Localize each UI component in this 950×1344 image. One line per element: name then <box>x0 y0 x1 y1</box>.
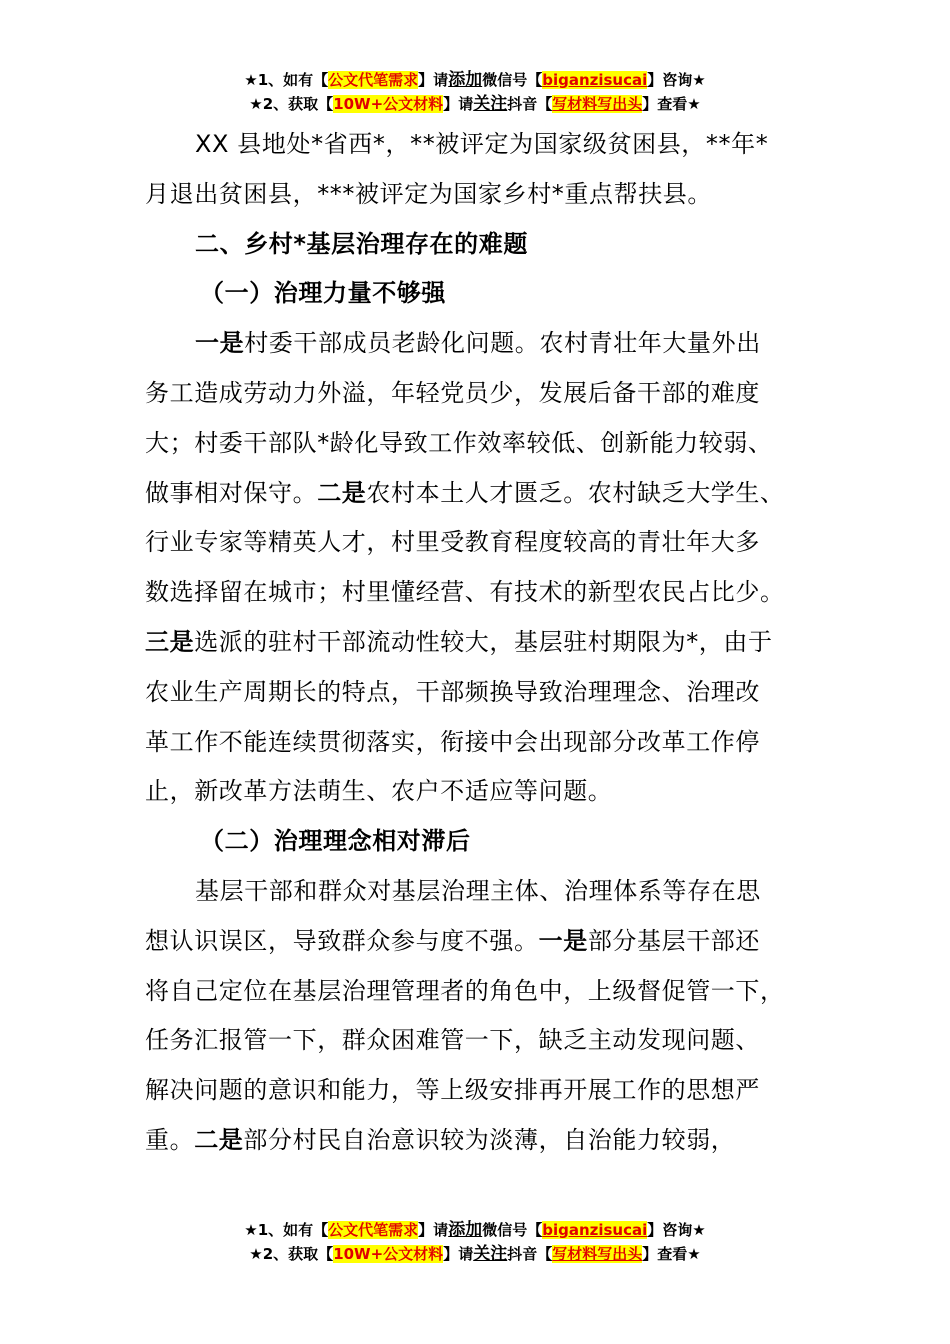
text-line <box>145 668 825 718</box>
text-segment: 务工造成劳动力外溢，年轻党员少，发展后备干部的难度 <box>145 378 760 407</box>
bold-lead-text: 一是 <box>195 329 245 358</box>
bold-lead-text: 二是 <box>194 1125 244 1154</box>
text-line <box>145 120 825 170</box>
notice-text: ★2、获取【 <box>249 1245 334 1263</box>
text-segment: 基层干部和群众对基层治理主体、治理体系等存在思 <box>195 876 761 905</box>
text-segment: 村委干部成员老龄化问题。农村青壮年大量外出 <box>244 329 761 358</box>
text-segment: 部分村民自治意识较为淡薄，自治能力较弱， <box>243 1125 736 1154</box>
text-line <box>145 1066 825 1116</box>
notice-text: 关注 <box>473 1244 508 1264</box>
bold-lead-text: 三是 <box>145 627 195 656</box>
highlighted-text: 10W+公文材料 <box>333 1245 444 1263</box>
notice-text: 】查看★ <box>642 1245 701 1263</box>
bold-lead-text: 二是 <box>317 478 367 507</box>
highlighted-text: biganzisucai <box>542 71 648 89</box>
text-line <box>145 319 825 369</box>
text-segment: 大；村委干部队*龄化导致工作效率较低、创新能力较弱、 <box>145 428 773 457</box>
text-line <box>145 618 825 668</box>
notice-text: 】咨询★ <box>647 1221 706 1239</box>
text-segment: 止，新改革方法萌生、农户不适应等问题。 <box>145 777 613 806</box>
text-segment: 月退出贫困县，***被评定为国家乡村*重点帮扶县。 <box>145 179 712 208</box>
text-segment: 重。 <box>145 1125 195 1154</box>
highlighted-text: 公文代笔需求 <box>328 1221 419 1239</box>
notice-text: 微信号【 <box>482 1221 543 1239</box>
notice-text: 关注 <box>473 94 508 114</box>
section-heading <box>145 220 825 270</box>
section-heading <box>145 817 825 867</box>
text-line <box>145 568 825 618</box>
notice-text: 】请 <box>418 71 449 89</box>
text-segment: 将自己定位在基层治理管理者的角色中，上级督促管一下， <box>145 976 785 1005</box>
footer-notice-line-2 <box>0 1242 950 1266</box>
highlighted-text: 写材料写出头 <box>552 1245 643 1263</box>
text-line <box>145 917 825 967</box>
highlighted-text: 公文代笔需求 <box>328 71 419 89</box>
text-line <box>145 718 825 768</box>
text-segment: 农村本土人才匮乏。农村缺乏大学生、 <box>366 478 785 507</box>
text-segment: 农业生产周期长的特点，干部频换导致治理理念、治理改 <box>145 677 760 706</box>
text-line <box>145 469 825 519</box>
header-notice-line-1 <box>0 68 950 92</box>
text-segment: 做事相对保守。 <box>145 478 318 507</box>
text-segment: 想认识误区，导致群众参与度不强。 <box>145 926 539 955</box>
highlighted-text: 10W+公文材料 <box>333 95 444 113</box>
notice-text: 添加 <box>448 1220 483 1240</box>
notice-text: 】查看★ <box>642 95 701 113</box>
text-line <box>145 419 825 469</box>
text-line <box>145 1116 825 1166</box>
text-segment: 行业专家等精英人才，村里受教育程度较高的青壮年大多 <box>145 528 760 557</box>
notice-text: 抖音【 <box>507 1245 553 1263</box>
text-line <box>145 369 825 419</box>
bold-lead-text: 一是 <box>538 926 588 955</box>
text-segment: 部分基层干部还 <box>587 926 761 955</box>
notice-text: 微信号【 <box>482 71 543 89</box>
notice-text: 】请 <box>418 1221 449 1239</box>
text-segment: 任务汇报管一下，群众困难管一下，缺乏主动发现问题、 <box>145 1026 760 1055</box>
highlighted-text: 写材料写出头 <box>552 95 643 113</box>
text-line <box>145 867 825 917</box>
text-segment: （二）治理理念相对滞后 <box>200 827 471 856</box>
notice-text: 】请 <box>443 1245 474 1263</box>
text-segment: 选派的驻村干部流动性较大，基层驻村期限为*，由于 <box>194 627 773 656</box>
text-line <box>145 1016 825 1066</box>
text-line <box>145 967 825 1017</box>
text-line <box>145 518 825 568</box>
text-segment: 解决问题的意识和能力，等上级安排再开展工作的思想严 <box>145 1076 760 1105</box>
notice-text: 抖音【 <box>507 95 553 113</box>
text-segment: 革工作不能连续贯彻落实，衔接中会出现部分改革工作停 <box>145 727 760 756</box>
notice-text: 添加 <box>448 70 483 90</box>
text-segment: XX 县地处*省西*，**被评定为国家级贫困县，**年* <box>195 130 769 158</box>
text-segment: 数选择留在城市；村里懂经营、有技术的新型农民占比少。 <box>145 578 785 607</box>
text-line <box>145 767 825 817</box>
header-notice-line-2 <box>0 92 950 116</box>
notice-text: ★2、获取【 <box>249 95 334 113</box>
notice-text: 】请 <box>443 95 474 113</box>
highlighted-text: biganzisucai <box>542 1221 648 1239</box>
notice-text: ★1、如有【 <box>244 1221 329 1239</box>
notice-text: ★1、如有【 <box>244 71 329 89</box>
text-segment: （一）治理力量不够强 <box>200 279 446 308</box>
footer-notice-line-1 <box>0 1218 950 1242</box>
document-body <box>145 120 825 1166</box>
notice-text: 】咨询★ <box>647 71 706 89</box>
section-heading <box>145 269 825 319</box>
text-segment: 二、乡村*基层治理存在的难题 <box>195 229 528 258</box>
text-line <box>145 170 825 220</box>
